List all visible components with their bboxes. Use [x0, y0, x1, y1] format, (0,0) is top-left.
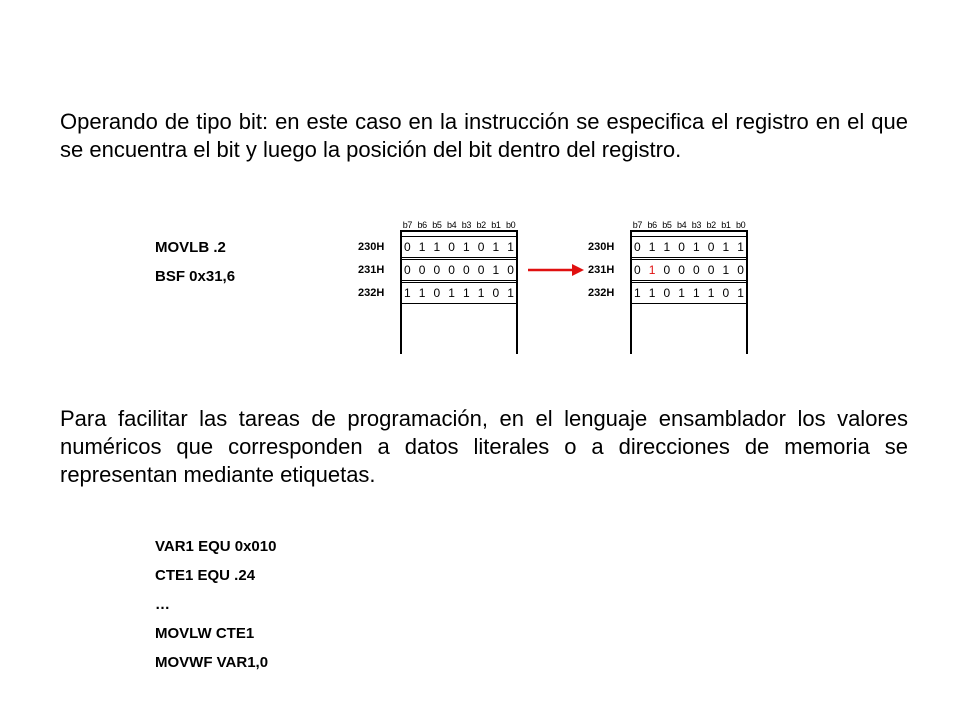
bit-cell: 0 — [433, 286, 441, 300]
bit-header: b0 — [736, 220, 746, 230]
memory-address: 232H — [588, 287, 615, 299]
memory-address: 232H — [358, 287, 385, 299]
memory-row — [588, 259, 788, 281]
bit-cell: 0 — [737, 263, 744, 277]
bit-header: b1 — [721, 220, 731, 230]
register-bits — [630, 259, 748, 281]
bit-cell: 0 — [634, 263, 641, 277]
bit-cell: 0 — [404, 240, 411, 254]
bit-cell: 0 — [663, 263, 671, 277]
memory-row — [358, 282, 558, 304]
bit-cell: 0 — [448, 240, 455, 254]
code-line: … — [155, 596, 170, 613]
bit-cell: 0 — [448, 263, 455, 277]
memory-address: 231H — [588, 264, 615, 276]
bit-header: b6 — [647, 220, 657, 230]
paragraph-labels: Para facilitar las tareas de programación, en el lenguaje ensamblador los valores numéricos que corresponden a datos literales o a direcciones de memoria se representan mediante etiquetas. — [60, 406, 908, 487]
bit-cell: 1 — [693, 240, 700, 254]
bit-cell: 0 — [418, 263, 426, 277]
bit-cell: 1 — [433, 240, 441, 254]
bit-cell: 1 — [707, 286, 715, 300]
bit-cell: 1 — [492, 263, 500, 277]
memory-row — [588, 236, 788, 258]
register-bits — [400, 259, 518, 281]
bit-cell: 0 — [678, 263, 685, 277]
bit-cell: 1 — [507, 286, 514, 300]
bit-cell: 1 — [463, 240, 470, 254]
bit-header: b4 — [677, 220, 687, 230]
register-bits — [630, 236, 748, 258]
bit-cell: 0 — [507, 263, 514, 277]
code-line: CTE1 EQU .24 — [155, 567, 256, 584]
bit-cell: 0 — [477, 240, 485, 254]
bit-cell: 1 — [648, 286, 656, 300]
bit-cell: 1 — [737, 240, 744, 254]
register-bits — [400, 236, 518, 258]
bit-header: b3 — [691, 220, 701, 230]
code-block-bit-example — [155, 233, 235, 291]
bit-header: b0 — [506, 220, 516, 230]
bit-cell: 0 — [404, 263, 411, 277]
bit-cell-changed: 1 — [648, 263, 656, 277]
bit-header: b2 — [476, 220, 486, 230]
bit-header: b1 — [491, 220, 501, 230]
bit-cell: 0 — [707, 240, 715, 254]
bit-cell: 0 — [693, 263, 700, 277]
code-line: VAR1 EQU 0x010 — [155, 538, 277, 555]
bit-cell: 1 — [722, 263, 730, 277]
bit-cell: 1 — [663, 240, 671, 254]
bit-cell: 1 — [507, 240, 514, 254]
bit-cell: 1 — [648, 240, 656, 254]
paragraph-bit-operand: Operando de tipo bit: en este caso en la instrucción se especifica el registro en el que se encuentra el bit y luego la posición del bit dentro del registro. — [60, 109, 908, 162]
bit-cell: 0 — [433, 263, 441, 277]
arrow-right-icon — [526, 262, 586, 278]
bit-cell: 0 — [463, 263, 470, 277]
code-line: BSF 0x31,6 — [155, 268, 236, 285]
bit-cell: 1 — [404, 286, 411, 300]
bit-header: b6 — [417, 220, 427, 230]
memory-address: 231H — [358, 264, 385, 276]
bit-cell: 0 — [492, 286, 500, 300]
bit-header: b7 — [402, 220, 412, 230]
bit-cell: 1 — [737, 286, 744, 300]
bit-cell: 0 — [707, 263, 715, 277]
bit-header: b3 — [461, 220, 471, 230]
bit-cell: 1 — [418, 240, 426, 254]
bit-header: b5 — [662, 220, 672, 230]
memory-row — [588, 282, 788, 304]
bit-header: b4 — [447, 220, 457, 230]
register-bits — [630, 282, 748, 304]
code-line: MOVWF VAR1,0 — [155, 654, 269, 671]
bit-cell: 1 — [634, 286, 641, 300]
bit-cell: 0 — [477, 263, 485, 277]
bit-cell: 1 — [678, 286, 685, 300]
code-block-labels-example — [155, 532, 276, 677]
code-line: MOVLW CTE1 — [155, 625, 255, 642]
bit-cell: 1 — [463, 286, 470, 300]
bit-cell: 0 — [678, 240, 685, 254]
bit-cell: 1 — [492, 240, 500, 254]
bit-header: b2 — [706, 220, 716, 230]
bit-cell: 1 — [418, 286, 426, 300]
bit-header: b7 — [632, 220, 642, 230]
register-bits — [400, 282, 518, 304]
bit-header: b5 — [432, 220, 442, 230]
bit-cell: 1 — [693, 286, 700, 300]
memory-address: 230H — [588, 241, 615, 253]
memory-diagram-after — [588, 218, 788, 354]
bit-cell: 0 — [663, 286, 671, 300]
memory-diagram-before — [358, 218, 558, 354]
bit-cell: 0 — [634, 240, 641, 254]
code-line: MOVLB .2 — [155, 239, 226, 256]
bit-cell: 1 — [722, 240, 730, 254]
memory-address: 230H — [358, 241, 385, 253]
memory-row — [358, 236, 558, 258]
bit-cell: 1 — [448, 286, 455, 300]
bit-cell: 0 — [722, 286, 730, 300]
bit-cell: 1 — [477, 286, 485, 300]
